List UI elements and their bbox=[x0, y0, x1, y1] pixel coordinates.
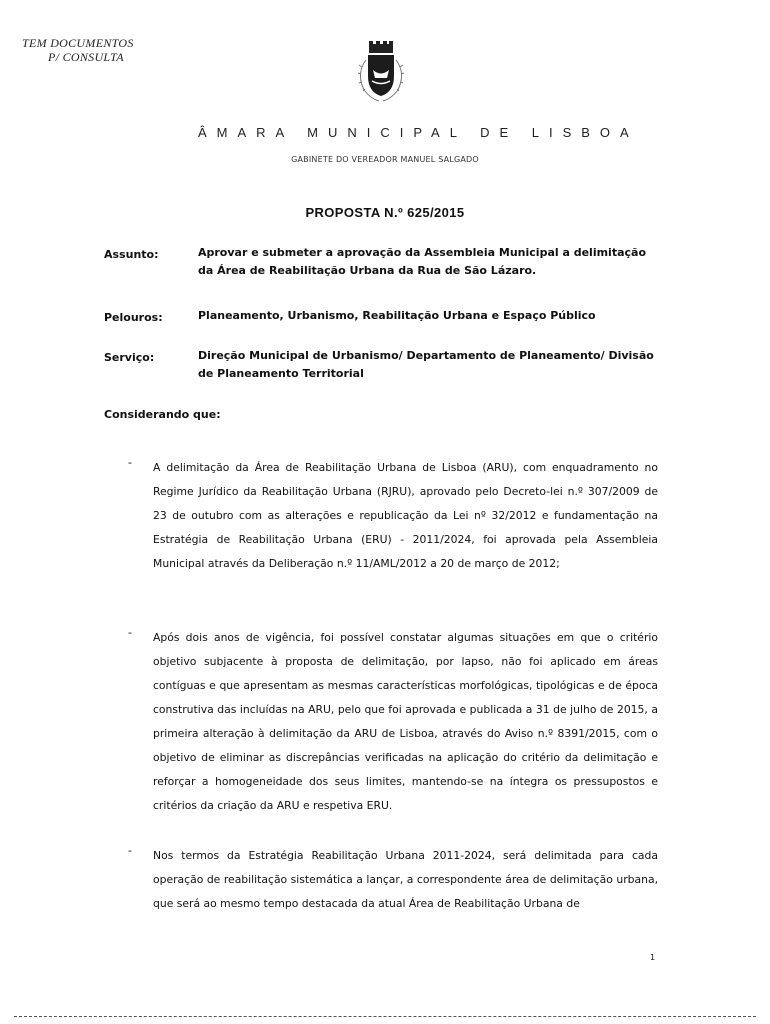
portfolios-value: Planeamento, Urbanismo, Reabilitação Urbana e Espaço Público bbox=[198, 309, 596, 322]
stamp-line-1: TEM DOCUMENTOS bbox=[22, 36, 134, 50]
consultation-stamp bbox=[22, 36, 162, 64]
page-number: 1 bbox=[650, 953, 656, 962]
considering-heading: Considerando que: bbox=[104, 408, 221, 421]
municipality-title: ÂMARA MUNICIPAL DE LISBOA bbox=[198, 125, 639, 140]
footer-divider bbox=[14, 1016, 756, 1017]
bullet-dash: - bbox=[128, 626, 132, 639]
paragraph-text: A delimitação da Área de Reabilitação Urbana de Lisboa (ARU), com enquadramento no Regime Jurídico da Reabilitação Urbana (RJRU), aprovado pelo Decreto-lei n.º 307/2009 de 23 de outubro com as alterações e republicação da Lei nº 32/2012 e fundamentação na Estratégia de Reabilitação Urbana (ERU) - 2011/2024, foi aprovada pela Assembleia Municipal através da Deliberação n.º 11/AML/2012 a 20 de março de 2012; bbox=[153, 461, 658, 570]
service-label: Serviço: bbox=[104, 351, 155, 364]
councillor-office-subtitle: GABINETE DO VEREADOR MANUEL SALGADO bbox=[291, 155, 479, 164]
service-value: Direção Municipal de Urbanismo/ Departamento de Planeamento/ Divisão de Planeamento Territorial bbox=[198, 349, 654, 380]
proposal-number-title: PROPOSTA N.º 625/2015 bbox=[305, 205, 465, 220]
portfolios-label: Pelouros: bbox=[104, 311, 163, 324]
stamp-line-2: P/ CONSULTA bbox=[48, 50, 124, 64]
paragraph-text: Nos termos da Estratégia Reabilitação Urbana 2011-2024, será delimitada para cada operação de reabilitação sistemática a lançar, a correspondente área de delimitação urbana, que será ao mesmo tempo destacada da atual Área de Reabilitação Urbana de bbox=[153, 849, 658, 910]
body-paragraph-1 bbox=[128, 456, 658, 576]
subject-label: Assunto: bbox=[104, 248, 159, 261]
bullet-dash: - bbox=[128, 844, 132, 857]
lisbon-coat-of-arms-icon bbox=[349, 40, 413, 104]
subject-value: Aprovar e submeter a aprovação da Assembleia Municipal a delimitação da Área de Reabilitação Urbana da Rua de São Lázaro. bbox=[198, 246, 647, 277]
paragraph-text: Após dois anos de vigência, foi possível constatar algumas situações em que o critério objetivo subjacente à proposta de delimitação, por lapso, não foi aplicado em áreas contíguas e que apresentam as mesmas características morfológicas, tipológicas e de época construtiva das incluídas na ARU, pelo que foi aprovada e publicada a 31 de julho de 2015, a primeira alteração à delimitação da ARU de Lisboa, através do Aviso n.º 8391/2015, com o objetivo de eliminar as discrepâncias verificadas na aplicação do critério da delimitação e reforçar a homogeneidade dos seus limites, mantendo-se na íntegra os pressupostos e critérios da criação da ARU e respetiva ERU. bbox=[153, 631, 658, 812]
body-paragraph-3 bbox=[128, 844, 658, 916]
bullet-dash: - bbox=[128, 456, 132, 469]
body-paragraph-2 bbox=[128, 626, 658, 818]
